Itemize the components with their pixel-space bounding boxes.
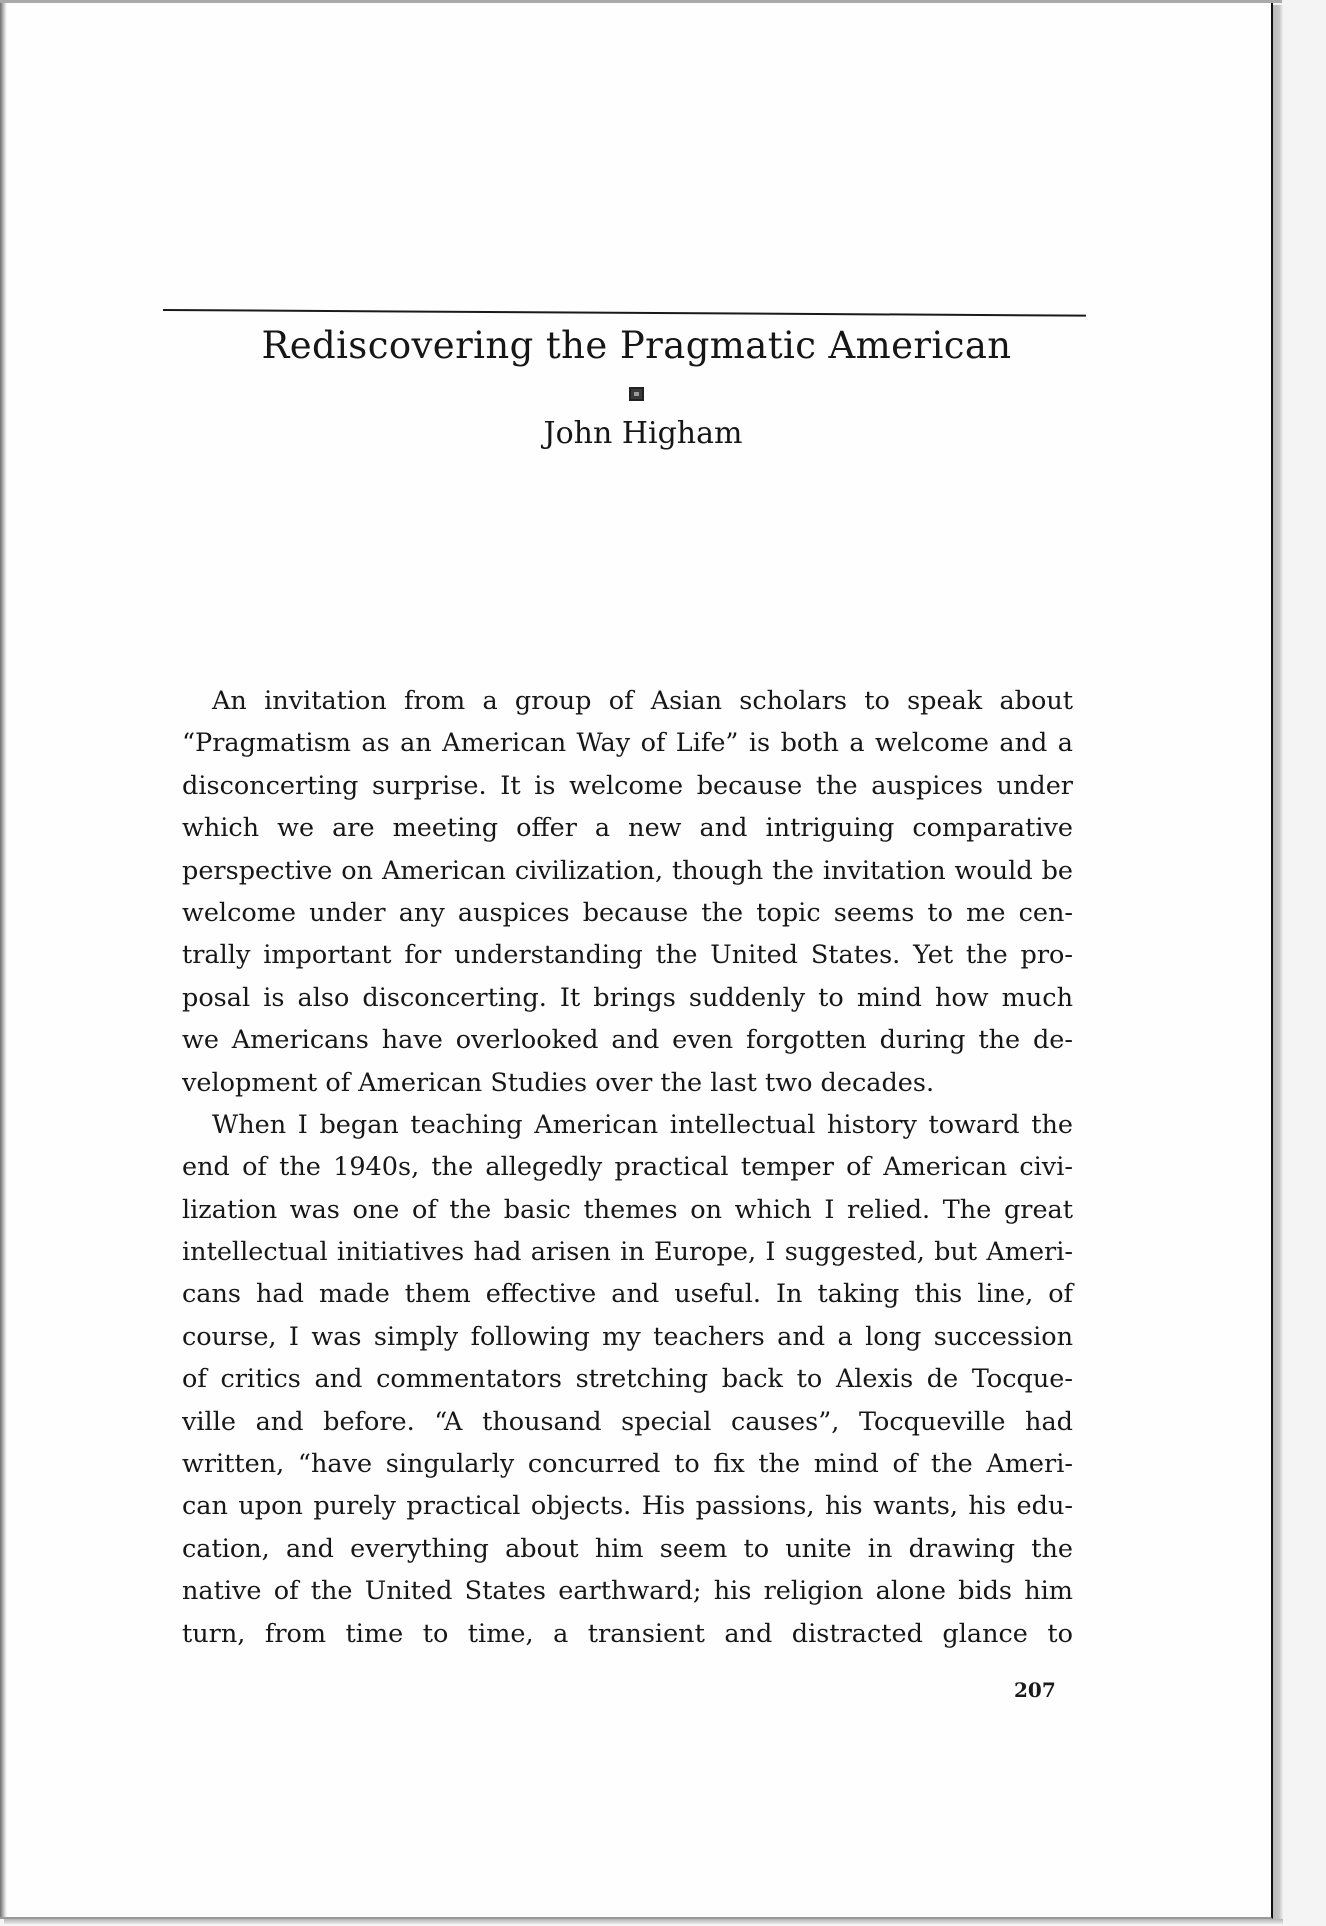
text-line: welcome under any auspices because the topic seems to me cen-	[182, 897, 1073, 928]
text-line: course, I was simply following my teachers and a long succession	[182, 1321, 1073, 1352]
text-line: posal is also disconcerting. It brings suddenly to mind how much	[182, 982, 1073, 1013]
article-body	[182, 680, 1073, 1655]
text-line: can upon purely practical objects. His passions, his wants, his edu-	[182, 1491, 1073, 1522]
text-line: cation, and everything about him seem to unite in drawing the	[182, 1533, 1073, 1564]
square-ornament-icon	[629, 387, 644, 401]
title-rule	[163, 309, 1086, 317]
article-title: Rediscovering the Pragmatic American	[261, 324, 1012, 367]
text-line: An invitation from a group of Asian scholars to speak about	[212, 686, 1073, 716]
text-line: When I began teaching American intellectual history toward the	[212, 1109, 1073, 1140]
text-line: intellectual initiatives had arisen in Europe, I suggested, but Ameri-	[182, 1237, 1073, 1268]
page-bottom-shadow	[4, 1919, 1283, 1924]
text-line: velopment of American Studies over the last two decades.	[182, 1067, 935, 1098]
text-line: ville and before. “A thousand special causes”, Tocqueville had	[182, 1406, 1073, 1437]
text-line: perspective on American civilization, though the invitation would be	[182, 855, 1073, 886]
text-line: lization was one of the basic themes on which I relied. The great	[182, 1194, 1073, 1225]
text-line: we Americans have overlooked and even forgotten during the de-	[182, 1025, 1073, 1056]
text-line: written, “have singularly concurred to fix the mind of the Ameri-	[182, 1449, 1073, 1480]
text-line: end of the 1940s, the allegedly practical temper of American civi-	[182, 1152, 1073, 1183]
text-line: trally important for understanding the United States. Yet the pro-	[182, 940, 1073, 971]
page-number: 207	[1014, 1678, 1056, 1702]
text-line: of critics and commentators stretching back to Alexis de Tocque-	[182, 1364, 1073, 1395]
text-line: native of the United States earthward; his religion alone bids him	[182, 1576, 1073, 1607]
document-page	[0, 3, 1273, 1919]
text-line: disconcerting surprise. It is welcome because the auspices under	[182, 770, 1073, 801]
paragraph-1	[182, 680, 1073, 1104]
page-left-edge	[0, 3, 7, 1917]
text-line: which we are meeting offer a new and intriguing comparative	[182, 813, 1073, 844]
article-author: John Higham	[543, 416, 743, 451]
text-line: cans had made them effective and useful. In taking this line, of	[182, 1279, 1073, 1310]
text-line: “Pragmatism as an American Way of Life” is both a welcome and a	[182, 728, 1073, 759]
text-line: turn, from time to time, a transient and distracted glance to	[182, 1618, 1073, 1649]
paragraph-2	[182, 1104, 1073, 1655]
page-right-shadow	[1273, 5, 1283, 1921]
